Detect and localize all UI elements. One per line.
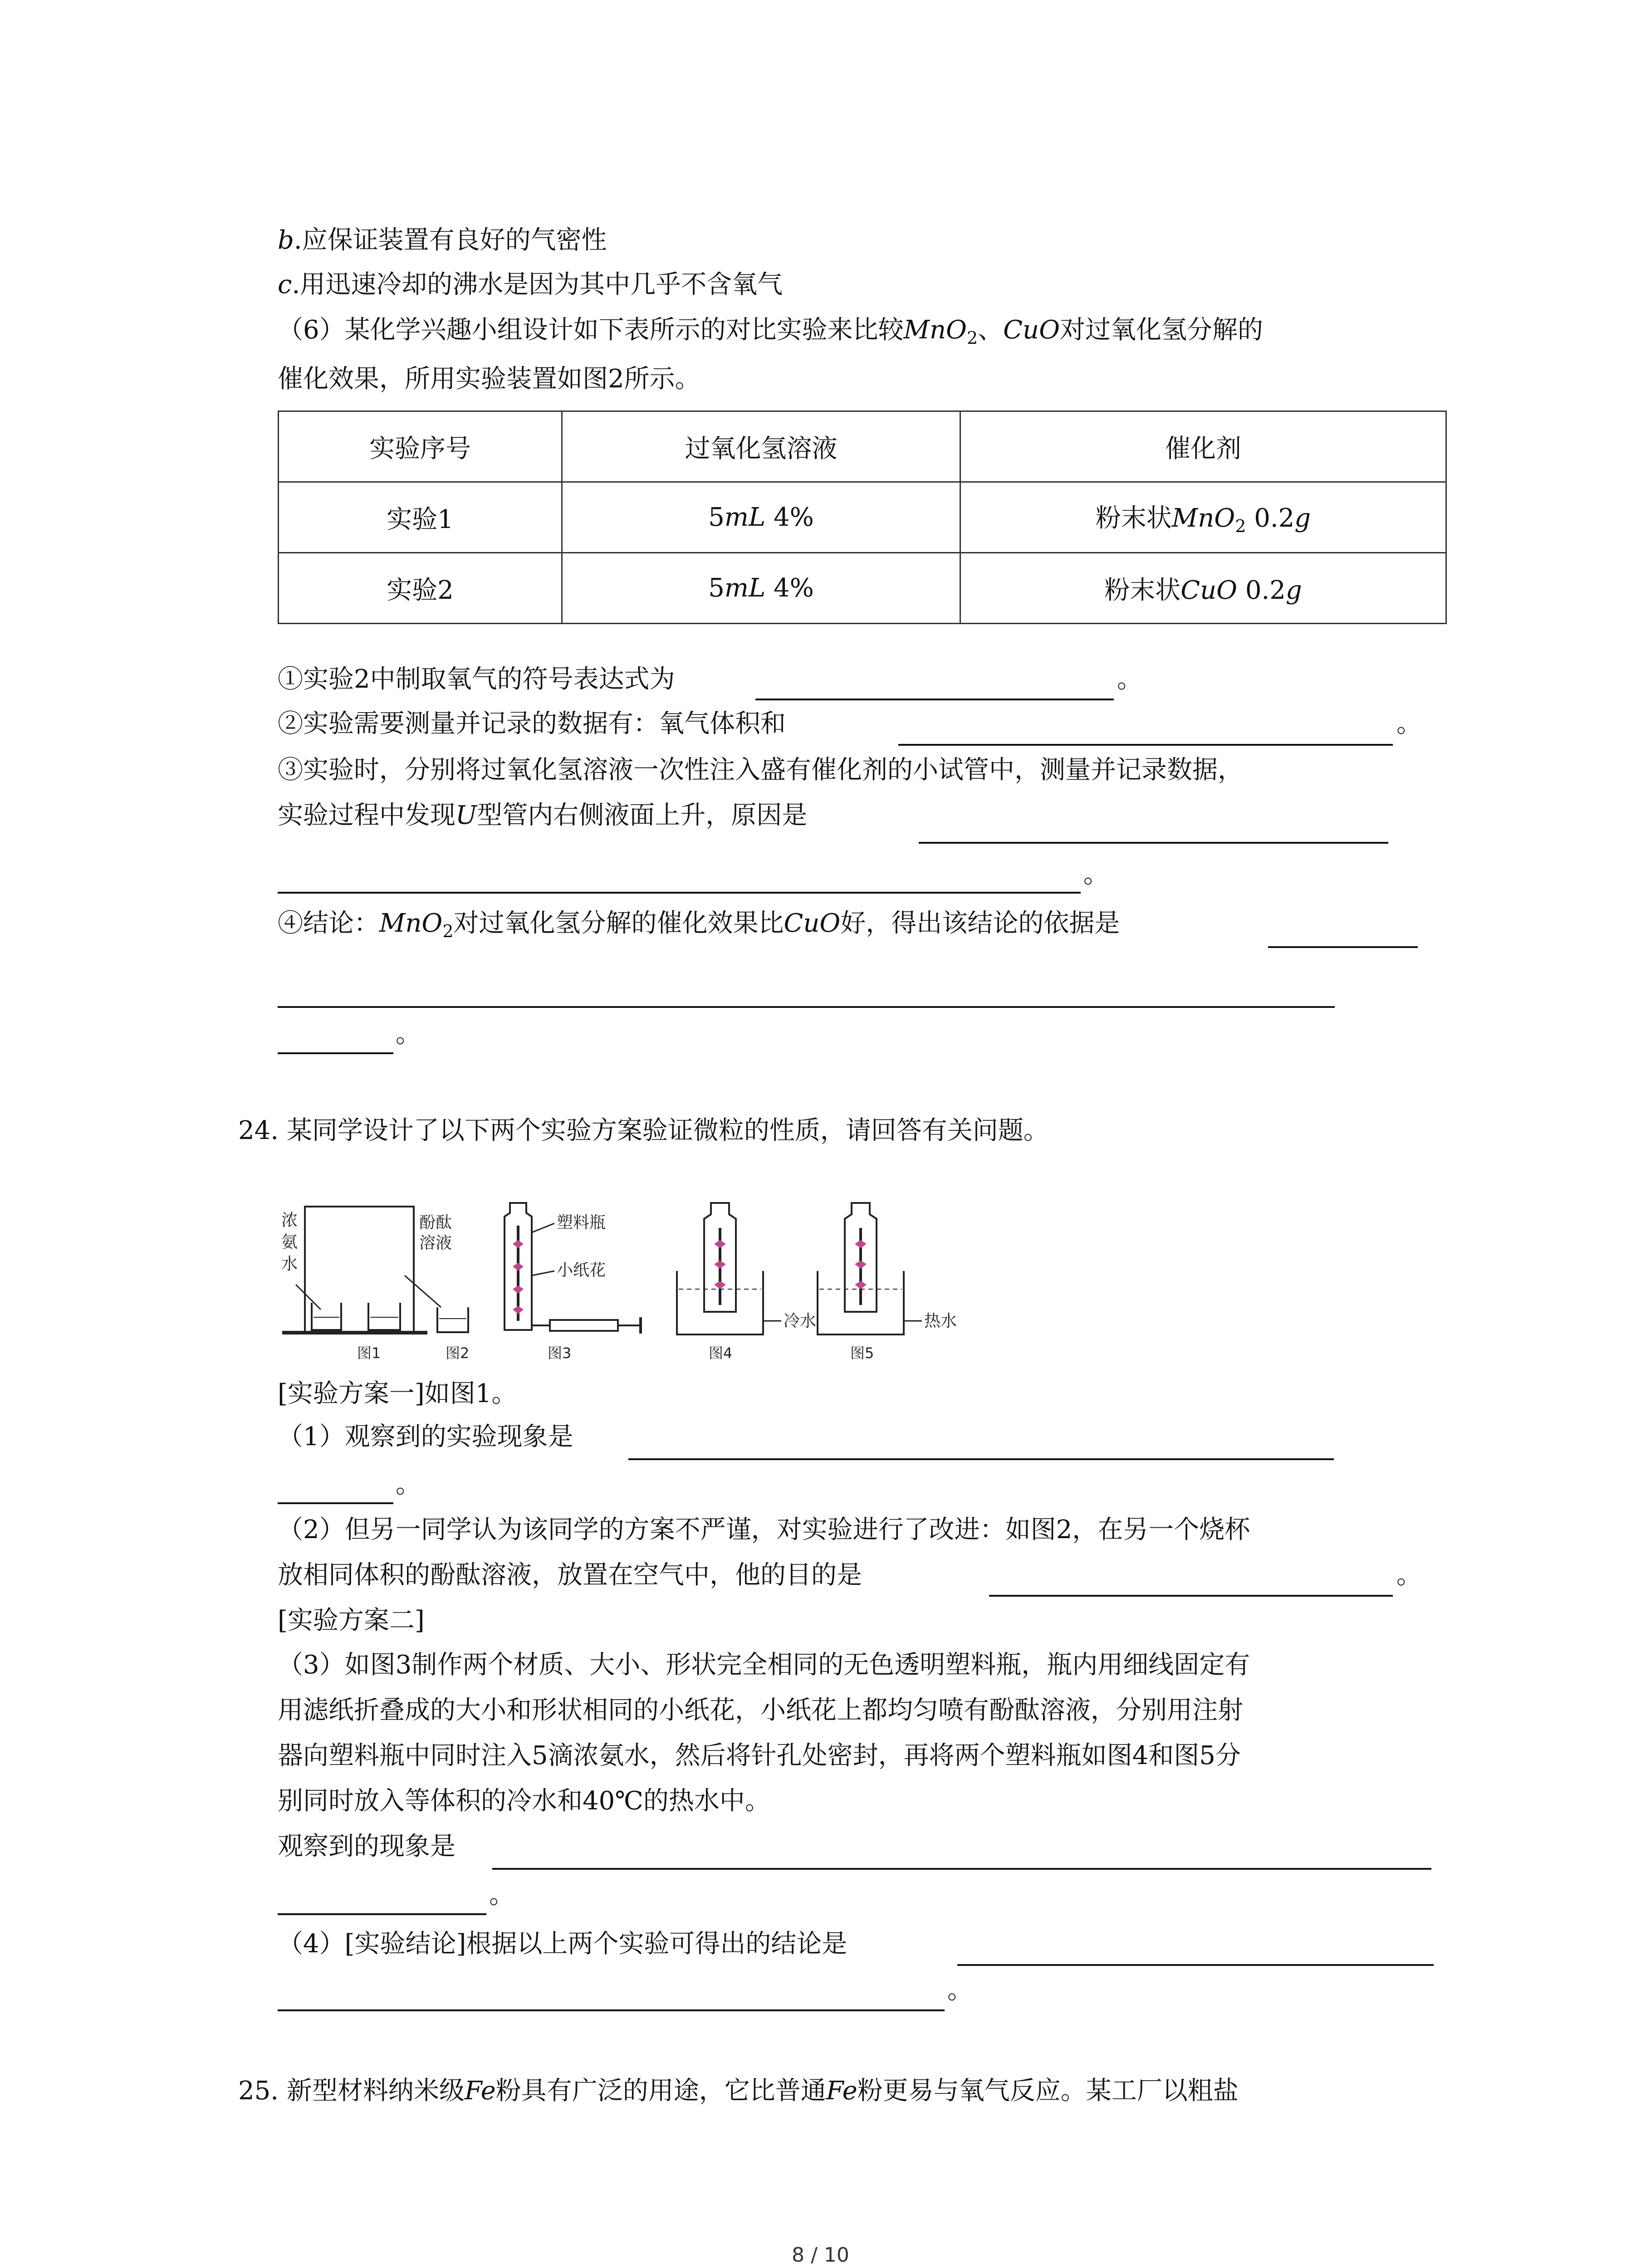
label-ammonia: 氨 — [281, 1233, 298, 1251]
table-cell: 粉末状MnO$_2$ 0.2g — [960, 482, 1446, 553]
label-phenolphthalein: 酚酞 — [419, 1213, 452, 1232]
q24-part4: （4）[实验结论]根据以上两个实验可得出的结论是 — [278, 1929, 847, 1959]
q24-part1: （1）观察到的实验现象是 — [278, 1422, 573, 1452]
experiment-table — [278, 411, 1447, 624]
answer-blank[interactable] — [278, 1913, 486, 1915]
label-paper-flower: 小纸花 — [557, 1261, 606, 1280]
label-cold-water: 冷水 — [784, 1312, 817, 1330]
beaker-phenol-1 — [368, 1303, 400, 1330]
q24-part2-cont: 放相同体积的酚酞溶液，放置在空气中，他的目的是 — [278, 1560, 862, 1590]
table-header-row — [279, 411, 1446, 482]
sub-question-3: ③实验时，分别将过氧化氢溶液一次性注入盛有催化剂的小试管中，测量并记录数据， — [278, 755, 1243, 785]
label-phenolphthalein: 溶液 — [419, 1234, 452, 1252]
answer-blank[interactable] — [278, 1006, 1335, 1008]
period: 。 — [1396, 1560, 1422, 1590]
sub-question-3-cont: 实验过程中发现U型管内右侧液面上升，原因是 — [278, 801, 808, 830]
answer-blank[interactable] — [628, 1458, 1334, 1460]
table-cell: 5mL 4% — [562, 482, 960, 553]
period: 。 — [396, 1470, 421, 1499]
answer-blank[interactable] — [957, 1964, 1434, 1966]
label-hot-water: 热水 — [924, 1312, 957, 1330]
period: 。 — [1083, 860, 1109, 889]
answer-blank[interactable] — [278, 1502, 393, 1504]
answer-blank[interactable] — [278, 1052, 393, 1054]
part6-intro-cont: 催化效果，所用实验装置如图2所示。 — [278, 364, 700, 394]
table-row — [279, 482, 1446, 553]
answer-blank[interactable] — [278, 2009, 945, 2011]
table-header: 催化剂 — [960, 411, 1446, 482]
syringe — [550, 1320, 618, 1331]
label-ammonia: 浓 — [281, 1211, 298, 1230]
figure-caption: 图1 — [357, 1344, 381, 1362]
answer-blank[interactable] — [492, 1868, 1431, 1870]
answer-blank[interactable] — [898, 744, 1393, 746]
bell-jar — [305, 1207, 414, 1333]
answer-blank[interactable] — [278, 892, 1081, 894]
label-plastic-bottle: 塑料瓶 — [557, 1213, 606, 1232]
period: 。 — [947, 1975, 973, 2005]
answer-blank[interactable] — [989, 1595, 1393, 1597]
table-cell: 粉末状CuO 0.2g — [960, 553, 1446, 624]
sub-question-2: ②实验需要测量并记录的数据有：氧气体积和 — [278, 709, 786, 738]
table-cell: 实验1 — [279, 482, 562, 553]
part6-intro: （6）某化学兴趣小组设计如下表所示的对比实验来比较MnO$_2$、CuO对过氧化氢分解的 — [278, 315, 1263, 348]
figure-caption: 图4 — [709, 1344, 733, 1362]
table-cell: 实验2 — [279, 553, 562, 624]
sub-question-1: ①实验2中制取氧气的符号表达式为 — [278, 665, 675, 694]
option-c: c.用迅速冷却的沸水是因为其中几乎不含氧气 — [278, 270, 783, 299]
period: 。 — [489, 1880, 514, 1910]
figure-caption: 图2 — [446, 1344, 470, 1362]
answer-blank[interactable] — [919, 842, 1388, 844]
q24-part2: （2）但另一同学认为该同学的方案不严谨，对实验进行了改进：如图2，在另一个烧杯 — [278, 1515, 1250, 1545]
plan-2-heading: [实验方案二] — [278, 1606, 425, 1635]
period: 。 — [1396, 709, 1422, 738]
option-b: b.应保证装置有良好的气密性 — [278, 225, 607, 255]
q24-part3-line2: 用滤纸折叠成的大小和形状相同的小纸花，小纸花上都均匀喷有酚酞溶液，分别用注射 — [278, 1696, 1243, 1725]
page-number: 8 / 10 — [792, 2244, 849, 2267]
q24-part3-line3: 器向塑料瓶中同时注入5滴浓氨水，然后将针孔处密封，再将两个塑料瓶如图4和图5分 — [278, 1741, 1241, 1770]
answer-blank[interactable] — [1268, 946, 1418, 948]
experiment-figure — [278, 1198, 985, 1380]
period: 。 — [396, 1019, 421, 1049]
figure-caption: 图5 — [850, 1344, 874, 1362]
table-header: 实验序号 — [279, 411, 562, 482]
label-line — [296, 1285, 321, 1310]
question-24-title: 24. 某同学设计了以下两个实验方案验证微粒的性质，请回答有关问题。 — [238, 1116, 1049, 1145]
table-header: 过氧化氢溶液 — [562, 411, 960, 482]
figure-caption: 图3 — [548, 1344, 572, 1362]
answer-blank[interactable] — [755, 699, 1114, 700]
question-25-title: 25. 新型材料纳米级Fe粉具有广泛的用途，它比普通Fe粉更易与氧气反应。某工厂以粗盐 — [238, 2076, 1239, 2106]
beaker-ammonia — [312, 1303, 341, 1330]
beaker-fig2 — [437, 1307, 468, 1332]
sub-question-4: ④结论：MnO$_2$对过氧化氢分解的催化效果比CuO好，得出该结论的依据是 — [278, 909, 1120, 942]
q24-part3-line4: 别同时放入等体积的冷水和40℃的热水中。 — [278, 1786, 770, 1816]
table-cell: 5mL 4% — [562, 553, 960, 624]
label-ammonia: 水 — [281, 1255, 298, 1273]
period: 。 — [1117, 665, 1142, 694]
plan-1-heading: [实验方案一]如图1。 — [278, 1379, 517, 1408]
table-row — [279, 553, 1446, 624]
observation-prompt: 观察到的现象是 — [278, 1832, 456, 1861]
q24-part3: （3）如图3制作两个材质、大小、形状完全相同的无色透明塑料瓶，瓶内用细线固定有 — [278, 1650, 1250, 1680]
